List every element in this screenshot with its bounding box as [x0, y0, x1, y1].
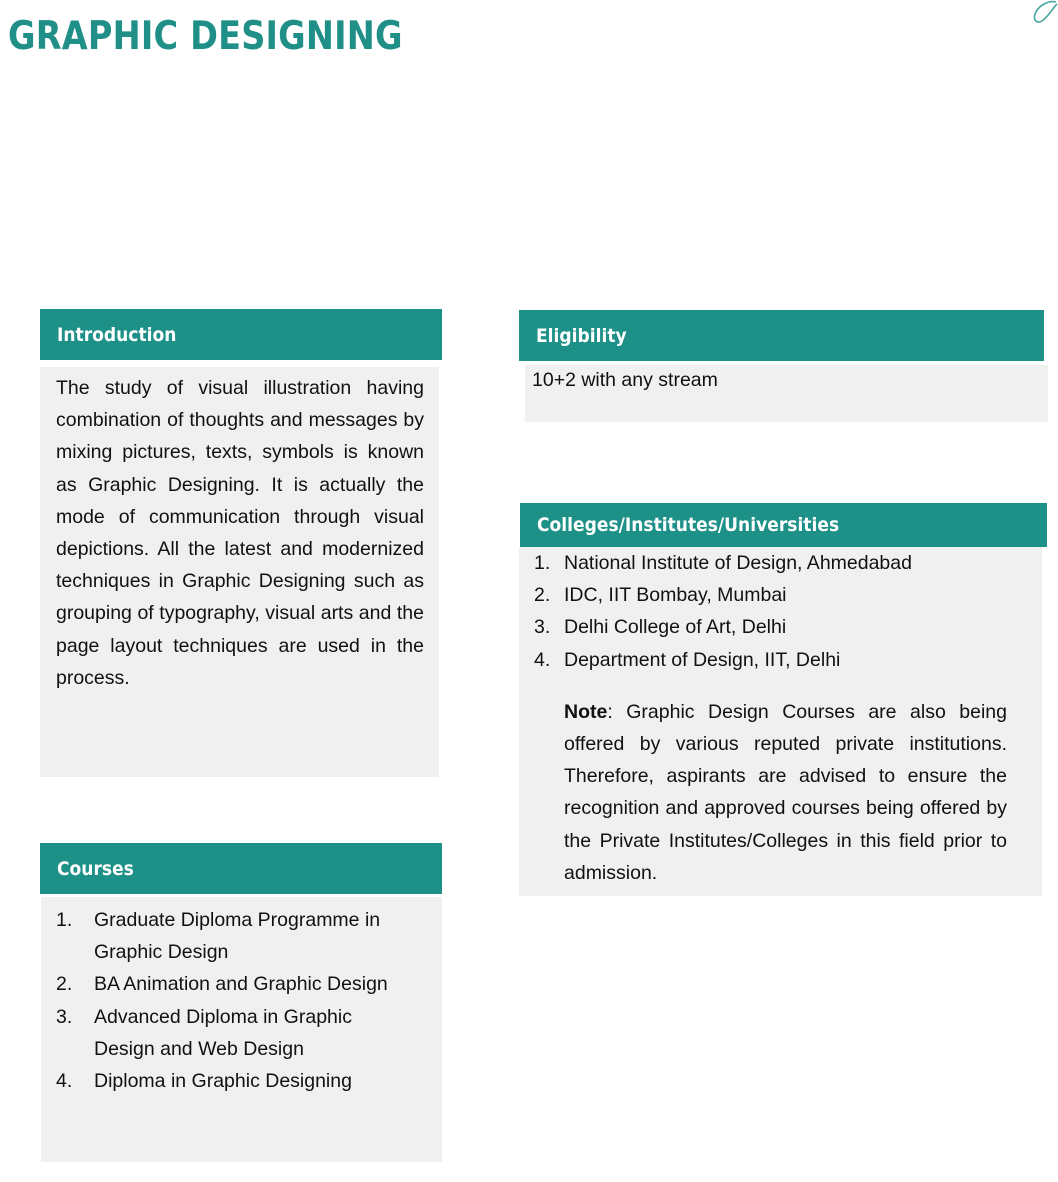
- introduction-text: The study of visual illustration having combination of thoughts and messages by mixing pictures, texts, symbols is known as Graphic Designing. It is actually the mode of communication through visual depictions. All the latest and modernized techniques in Graphic Designing such as grouping of typography, visual arts and the page layout techniques are used in the process.: [56, 377, 424, 689]
- college-number: 3.: [534, 616, 551, 639]
- college-number: 4.: [534, 648, 551, 671]
- college-label: Delhi College of Art, Delhi: [564, 616, 787, 639]
- course-label: Graduate Diploma Programme in Graphic Design: [94, 909, 381, 964]
- college-item: [534, 579, 1007, 611]
- note-label: Note: [564, 700, 608, 723]
- swirl-icon: [1026, 0, 1058, 26]
- eligibility-body: [525, 365, 1048, 422]
- college-number: 1.: [534, 552, 551, 574]
- introduction-header: [40, 309, 442, 360]
- courses-body: [41, 897, 442, 1162]
- course-item: [56, 1001, 432, 1065]
- courses-heading: Courses: [57, 857, 134, 880]
- college-label: IDC, IIT Bombay, Mumbai: [564, 584, 787, 607]
- course-number: 3.: [56, 1005, 73, 1028]
- page-title: GRAPHIC DESIGNING: [8, 14, 403, 59]
- introduction-body: [40, 367, 439, 777]
- college-item: [534, 611, 1007, 643]
- colleges-body: [519, 547, 1042, 896]
- course-item: [56, 968, 432, 1000]
- course-label: Diploma in Graphic Designing: [94, 1070, 352, 1093]
- colleges-list: [534, 547, 1007, 676]
- course-item: [56, 1065, 432, 1097]
- college-label: Department of Design, IIT, Delhi: [564, 648, 841, 671]
- course-number: 2.: [56, 973, 73, 996]
- course-item: [56, 904, 432, 968]
- colleges-heading: Colleges/Institutes/Universities: [537, 514, 840, 536]
- courses-list: [56, 904, 432, 1097]
- college-item: [534, 644, 1007, 676]
- introduction-heading: Introduction: [57, 323, 177, 346]
- colleges-note: [564, 696, 1007, 889]
- eligibility-text: 10+2 with any stream: [532, 369, 718, 391]
- eligibility-heading: Eligibility: [536, 324, 627, 347]
- eligibility-header: [519, 310, 1044, 361]
- college-label: National Institute of Design, Ahmedabad: [564, 552, 912, 574]
- courses-header: [40, 843, 442, 894]
- course-number: 1.: [56, 909, 73, 931]
- course-number: 4.: [56, 1070, 73, 1093]
- course-label: Advanced Diploma in Graphic Design and Web Design: [94, 1005, 352, 1060]
- colleges-header: [520, 503, 1047, 547]
- college-item: [534, 547, 1007, 579]
- college-number: 2.: [534, 584, 551, 607]
- note-text: : Graphic Design Courses are also being offered by various reputed private institutions. Therefore, aspirants are advised to ensure the recognition and approved courses being offered by the Private Institutes/Colleges in this field prior to admission.: [564, 700, 1007, 884]
- course-label: BA Animation and Graphic Design: [94, 973, 388, 996]
